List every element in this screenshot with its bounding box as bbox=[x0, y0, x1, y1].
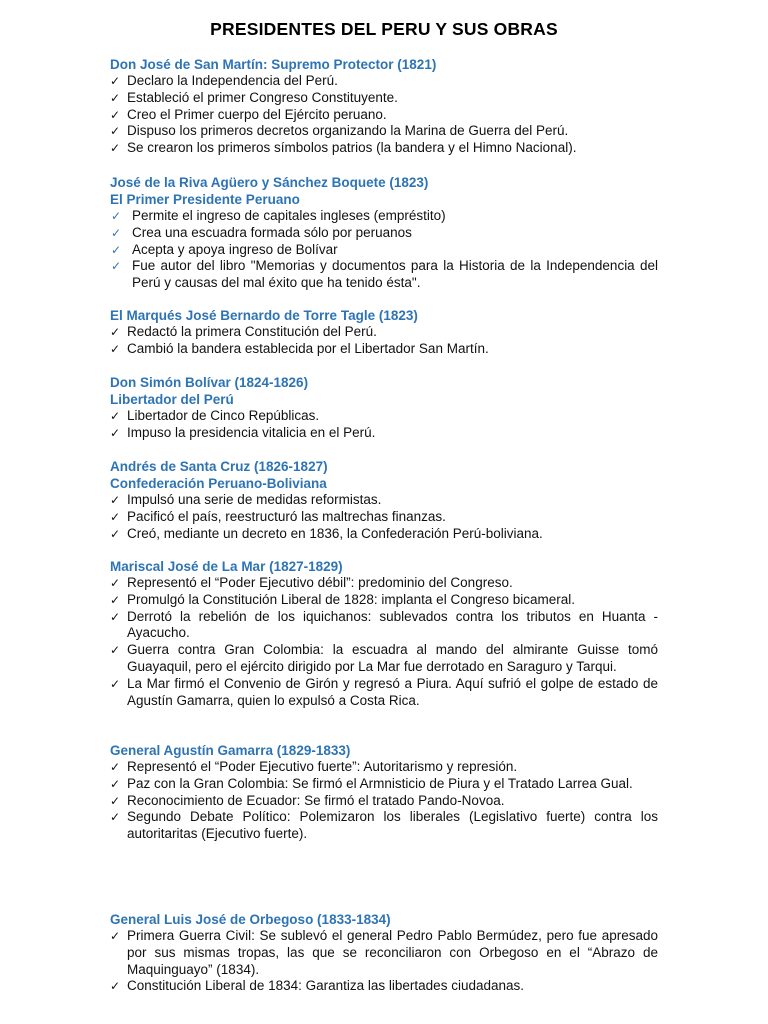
list-item bbox=[110, 425, 658, 442]
check-icon: ✓ bbox=[110, 141, 121, 156]
item-list bbox=[110, 928, 658, 995]
check-icon: ✓ bbox=[111, 209, 122, 223]
item-text: Cambió la bandera establecida por el Libertador San Martín. bbox=[127, 340, 489, 356]
item-text: Acepta y apoya ingreso de Bolívar bbox=[132, 241, 338, 257]
check-icon: ✓ bbox=[110, 107, 121, 122]
list-item bbox=[110, 324, 658, 341]
check-icon: ✓ bbox=[110, 760, 121, 774]
item-text: Dispuso los primeros decretos organizando la Marina de Guerra del Perú. bbox=[127, 123, 569, 139]
list-item bbox=[110, 526, 658, 543]
list-item bbox=[110, 73, 658, 90]
list-item bbox=[110, 776, 658, 793]
check-icon: ✓ bbox=[110, 576, 121, 590]
item-list bbox=[110, 759, 658, 843]
page-title: PRESIDENTES DEL PERU Y SUS OBRAS bbox=[210, 19, 558, 39]
list-item bbox=[110, 492, 658, 509]
item-text: Primera Guerra Civil: Se sublevó el general Pedro Pablo Bermúdez, pero fue apresado por sus mismas tropas, las que se reconciliaron con Orbegoso en el “Abrazo de Maquinguayo” (1834). bbox=[127, 928, 658, 977]
item-text: Permite el ingreso de capitales ingleses (empréstito) bbox=[132, 208, 446, 223]
section-heading: General Luis José de Orbegoso (1833-1834) bbox=[110, 912, 391, 927]
item-text: Impulsó una serie de medidas reformistas. bbox=[127, 492, 382, 507]
check-icon: ✓ bbox=[110, 592, 121, 607]
item-text: Guerra contra Gran Colombia: la escuadra al mando del almirante Guisse tomó Guayaquil, pero el ejército dirigido por La Mar fue derrotado en Saraguro y Tarqui. bbox=[127, 642, 658, 674]
check-icon: ✓ bbox=[110, 526, 121, 541]
list-item bbox=[110, 258, 658, 292]
check-icon: ✓ bbox=[110, 124, 121, 139]
section-gamarra bbox=[110, 742, 658, 843]
list-item bbox=[110, 208, 658, 225]
section-heading: José de la Riva Agüero y Sánchez Boquete (1823) bbox=[110, 175, 429, 190]
item-text: Crea una escuadra formada sólo por peruanos bbox=[132, 224, 412, 240]
list-item bbox=[110, 107, 658, 124]
list-item bbox=[110, 609, 658, 643]
list-item bbox=[110, 642, 658, 676]
section-san-martin bbox=[110, 56, 658, 157]
check-icon: ✓ bbox=[111, 259, 122, 274]
item-list bbox=[110, 408, 658, 442]
check-icon: ✓ bbox=[110, 776, 121, 791]
list-item bbox=[110, 408, 658, 425]
check-icon: ✓ bbox=[110, 979, 121, 994]
section-subheading: Libertador del Perú bbox=[110, 392, 234, 407]
section-heading: Mariscal José de La Mar (1827-1829) bbox=[110, 559, 343, 574]
item-text: Declaro la Independencia del Perú. bbox=[127, 73, 338, 88]
list-item bbox=[110, 90, 658, 107]
section-bolivar bbox=[110, 374, 658, 442]
list-item bbox=[110, 575, 658, 592]
item-text: Pacificó el país, reestructuró las maltrechas finanzas. bbox=[127, 508, 446, 524]
list-item bbox=[110, 123, 658, 140]
item-text: Redactó la primera Constitución del Perú. bbox=[127, 324, 377, 339]
item-text: Paz con la Gran Colombia: Se firmó el Armnisticio de Piura y el Tratado Larrea Gual. bbox=[127, 775, 633, 791]
check-icon: ✓ bbox=[110, 676, 121, 691]
check-icon: ✓ bbox=[110, 325, 121, 339]
list-item bbox=[110, 225, 658, 242]
section-subheading: El Primer Presidente Peruano bbox=[110, 192, 300, 207]
check-icon: ✓ bbox=[110, 90, 121, 105]
item-text: Constitución Liberal de 1834: Garantiza las libertades ciudadanas. bbox=[127, 978, 524, 994]
item-list bbox=[110, 73, 658, 157]
section-torre-tagle bbox=[110, 307, 658, 358]
section-riva-aguero bbox=[110, 174, 658, 292]
item-list bbox=[110, 575, 658, 709]
section-heading: Andrés de Santa Cruz (1826-1827) bbox=[110, 459, 328, 474]
section-subheading: Confederación Peruano-Boliviana bbox=[110, 476, 327, 491]
section-santa-cruz bbox=[110, 458, 658, 542]
item-text: Segundo Debate Político: Polemizaron los liberales (Legislativo fuerte) contra los autoritaritas (Ejecutivo fuerte). bbox=[127, 809, 658, 842]
item-text: Fue autor del libro "Memorias y documentos para la Historia de la Independencia del Perú y causas del mal éxito que ha tenido ésta". bbox=[132, 258, 658, 291]
list-item bbox=[110, 676, 658, 710]
check-icon: ✓ bbox=[110, 929, 121, 943]
item-text: La Mar firmó el Convenio de Girón y regresó a Piura. Aquí sufrió el golpe de estado de Agustín Gamarra, quien lo expulsó a Costa Rica. bbox=[127, 675, 658, 708]
section-heading: El Marqués José Bernardo de Torre Tagle (1823) bbox=[110, 308, 418, 323]
check-icon: ✓ bbox=[111, 225, 122, 240]
list-item bbox=[110, 759, 658, 776]
list-item bbox=[110, 509, 658, 526]
item-list bbox=[110, 492, 658, 542]
list-item bbox=[110, 978, 658, 995]
item-list bbox=[110, 324, 658, 358]
item-text: Impuso la presidencia vitalicia en el Perú. bbox=[127, 424, 376, 440]
list-item bbox=[110, 140, 658, 157]
item-text: Representó el “Poder Ejecutivo débil”: predominio del Congreso. bbox=[127, 575, 513, 590]
check-icon: ✓ bbox=[111, 242, 122, 257]
item-text: Libertador de Cinco Repúblicas. bbox=[127, 408, 320, 423]
section-heading: General Agustín Gamarra (1829-1833) bbox=[110, 743, 351, 758]
list-item bbox=[110, 928, 658, 978]
section-heading: Don José de San Martín: Supremo Protector (1821) bbox=[110, 57, 437, 72]
item-list bbox=[110, 208, 658, 292]
check-icon: ✓ bbox=[110, 425, 121, 440]
section-heading: Don Simón Bolívar (1824-1826) bbox=[110, 375, 309, 390]
item-text: Estableció el primer Congreso Constituyente. bbox=[127, 89, 398, 105]
list-item bbox=[110, 809, 658, 843]
check-icon: ✓ bbox=[110, 409, 121, 423]
list-item bbox=[110, 793, 658, 810]
item-text: Reconocimiento de Ecuador: Se firmó el tratado Pando-Novoa. bbox=[127, 792, 505, 808]
item-text: Se crearon los primeros símbolos patrios (la bandera y el Himno Nacional). bbox=[127, 140, 577, 156]
check-icon: ✓ bbox=[110, 609, 121, 624]
list-item bbox=[110, 341, 658, 358]
item-text: Promulgó la Constitución Liberal de 1828: implanta el Congreso bicameral. bbox=[127, 591, 575, 607]
check-icon: ✓ bbox=[110, 643, 121, 658]
check-icon: ✓ bbox=[110, 810, 121, 825]
check-icon: ✓ bbox=[110, 493, 121, 507]
list-item bbox=[110, 592, 658, 609]
section-orbegoso bbox=[110, 911, 658, 995]
item-text: Derrotó la rebelión de los iquichanos: sublevados contra los tributos en Huanta -Ayacucho. bbox=[127, 608, 658, 641]
item-text: Representó el “Poder Ejecutivo fuerte”: Autoritarismo y represión. bbox=[127, 759, 518, 774]
check-icon: ✓ bbox=[110, 509, 121, 524]
list-item bbox=[110, 242, 658, 259]
section-la-mar bbox=[110, 558, 658, 709]
item-text: Creo el Primer cuerpo del Ejército peruano. bbox=[127, 106, 387, 122]
item-text: Creó, mediante un decreto en 1836, la Confederación Perú-boliviana. bbox=[127, 525, 543, 541]
check-icon: ✓ bbox=[110, 341, 121, 356]
check-icon: ✓ bbox=[110, 793, 121, 808]
check-icon: ✓ bbox=[110, 74, 121, 88]
